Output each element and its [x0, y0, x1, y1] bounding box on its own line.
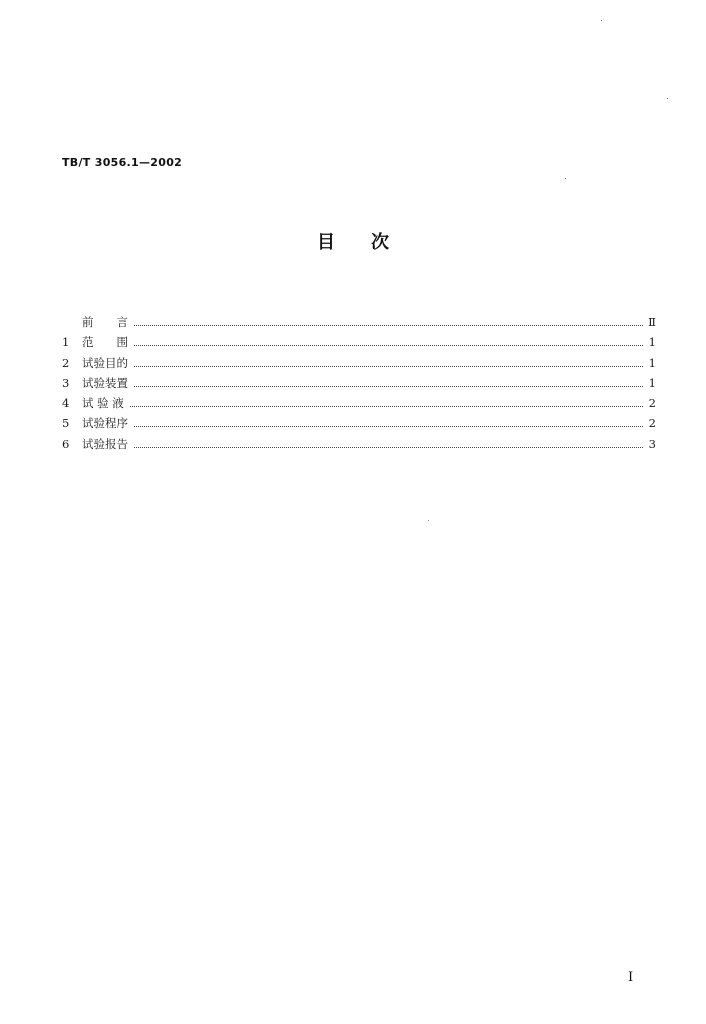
toc-entry-label: 试验程序 [82, 416, 128, 431]
toc-entry-number: 3 [62, 375, 70, 390]
toc-title [0, 228, 706, 254]
toc-title-char-2: 次 [371, 232, 389, 253]
scan-speck [428, 520, 429, 521]
toc-entry-page: 1 [648, 335, 656, 350]
toc-list [62, 312, 656, 454]
toc-entry-label: 前 言 [82, 315, 128, 329]
toc-leader-dots [134, 446, 643, 448]
toc-entry-page: 2 [648, 396, 656, 411]
toc-leader-dots [130, 405, 643, 407]
toc-entry-scope[interactable] [62, 332, 656, 352]
toc-entry-report[interactable] [62, 434, 656, 454]
toc-entry-number: 6 [62, 436, 70, 451]
toc-title-char-1: 目 [317, 232, 335, 253]
page-number: Ⅰ [628, 970, 634, 985]
standard-code: TB/T 3056.1—2002 [62, 156, 183, 169]
scan-speck [565, 178, 566, 179]
toc-entry-test-fluid[interactable] [62, 393, 656, 413]
scan-speck [601, 20, 602, 21]
toc-entry-number: 5 [62, 416, 70, 431]
toc-entry-purpose[interactable] [62, 353, 656, 373]
scan-speck [667, 98, 668, 99]
toc-entry-page: 3 [648, 436, 656, 451]
toc-entry-label: 试验目的 [82, 355, 128, 370]
toc-leader-dots [134, 425, 643, 427]
toc-entry-procedure[interactable] [62, 413, 656, 433]
toc-entry-number: 4 [62, 396, 70, 411]
toc-entry-number: 2 [62, 355, 70, 370]
toc-entry-page: Ⅱ [648, 315, 656, 329]
toc-entry-page: 1 [648, 375, 656, 390]
toc-leader-dots [134, 385, 643, 387]
toc-leader-dots [134, 365, 643, 367]
toc-leader-dots [134, 324, 643, 326]
toc-entry-label: 范 围 [82, 335, 128, 350]
toc-entry-label: 试 验 液 [82, 396, 124, 411]
toc-entry-number: 1 [62, 335, 70, 350]
toc-entry-page: 1 [648, 355, 656, 370]
toc-entry-label: 试验装置 [82, 375, 128, 390]
toc-leader-dots [134, 344, 643, 346]
toc-entry-apparatus[interactable] [62, 373, 656, 393]
toc-entry-foreword[interactable] [62, 312, 656, 332]
toc-entry-page: 2 [648, 416, 656, 431]
toc-entry-label: 试验报告 [82, 436, 128, 451]
